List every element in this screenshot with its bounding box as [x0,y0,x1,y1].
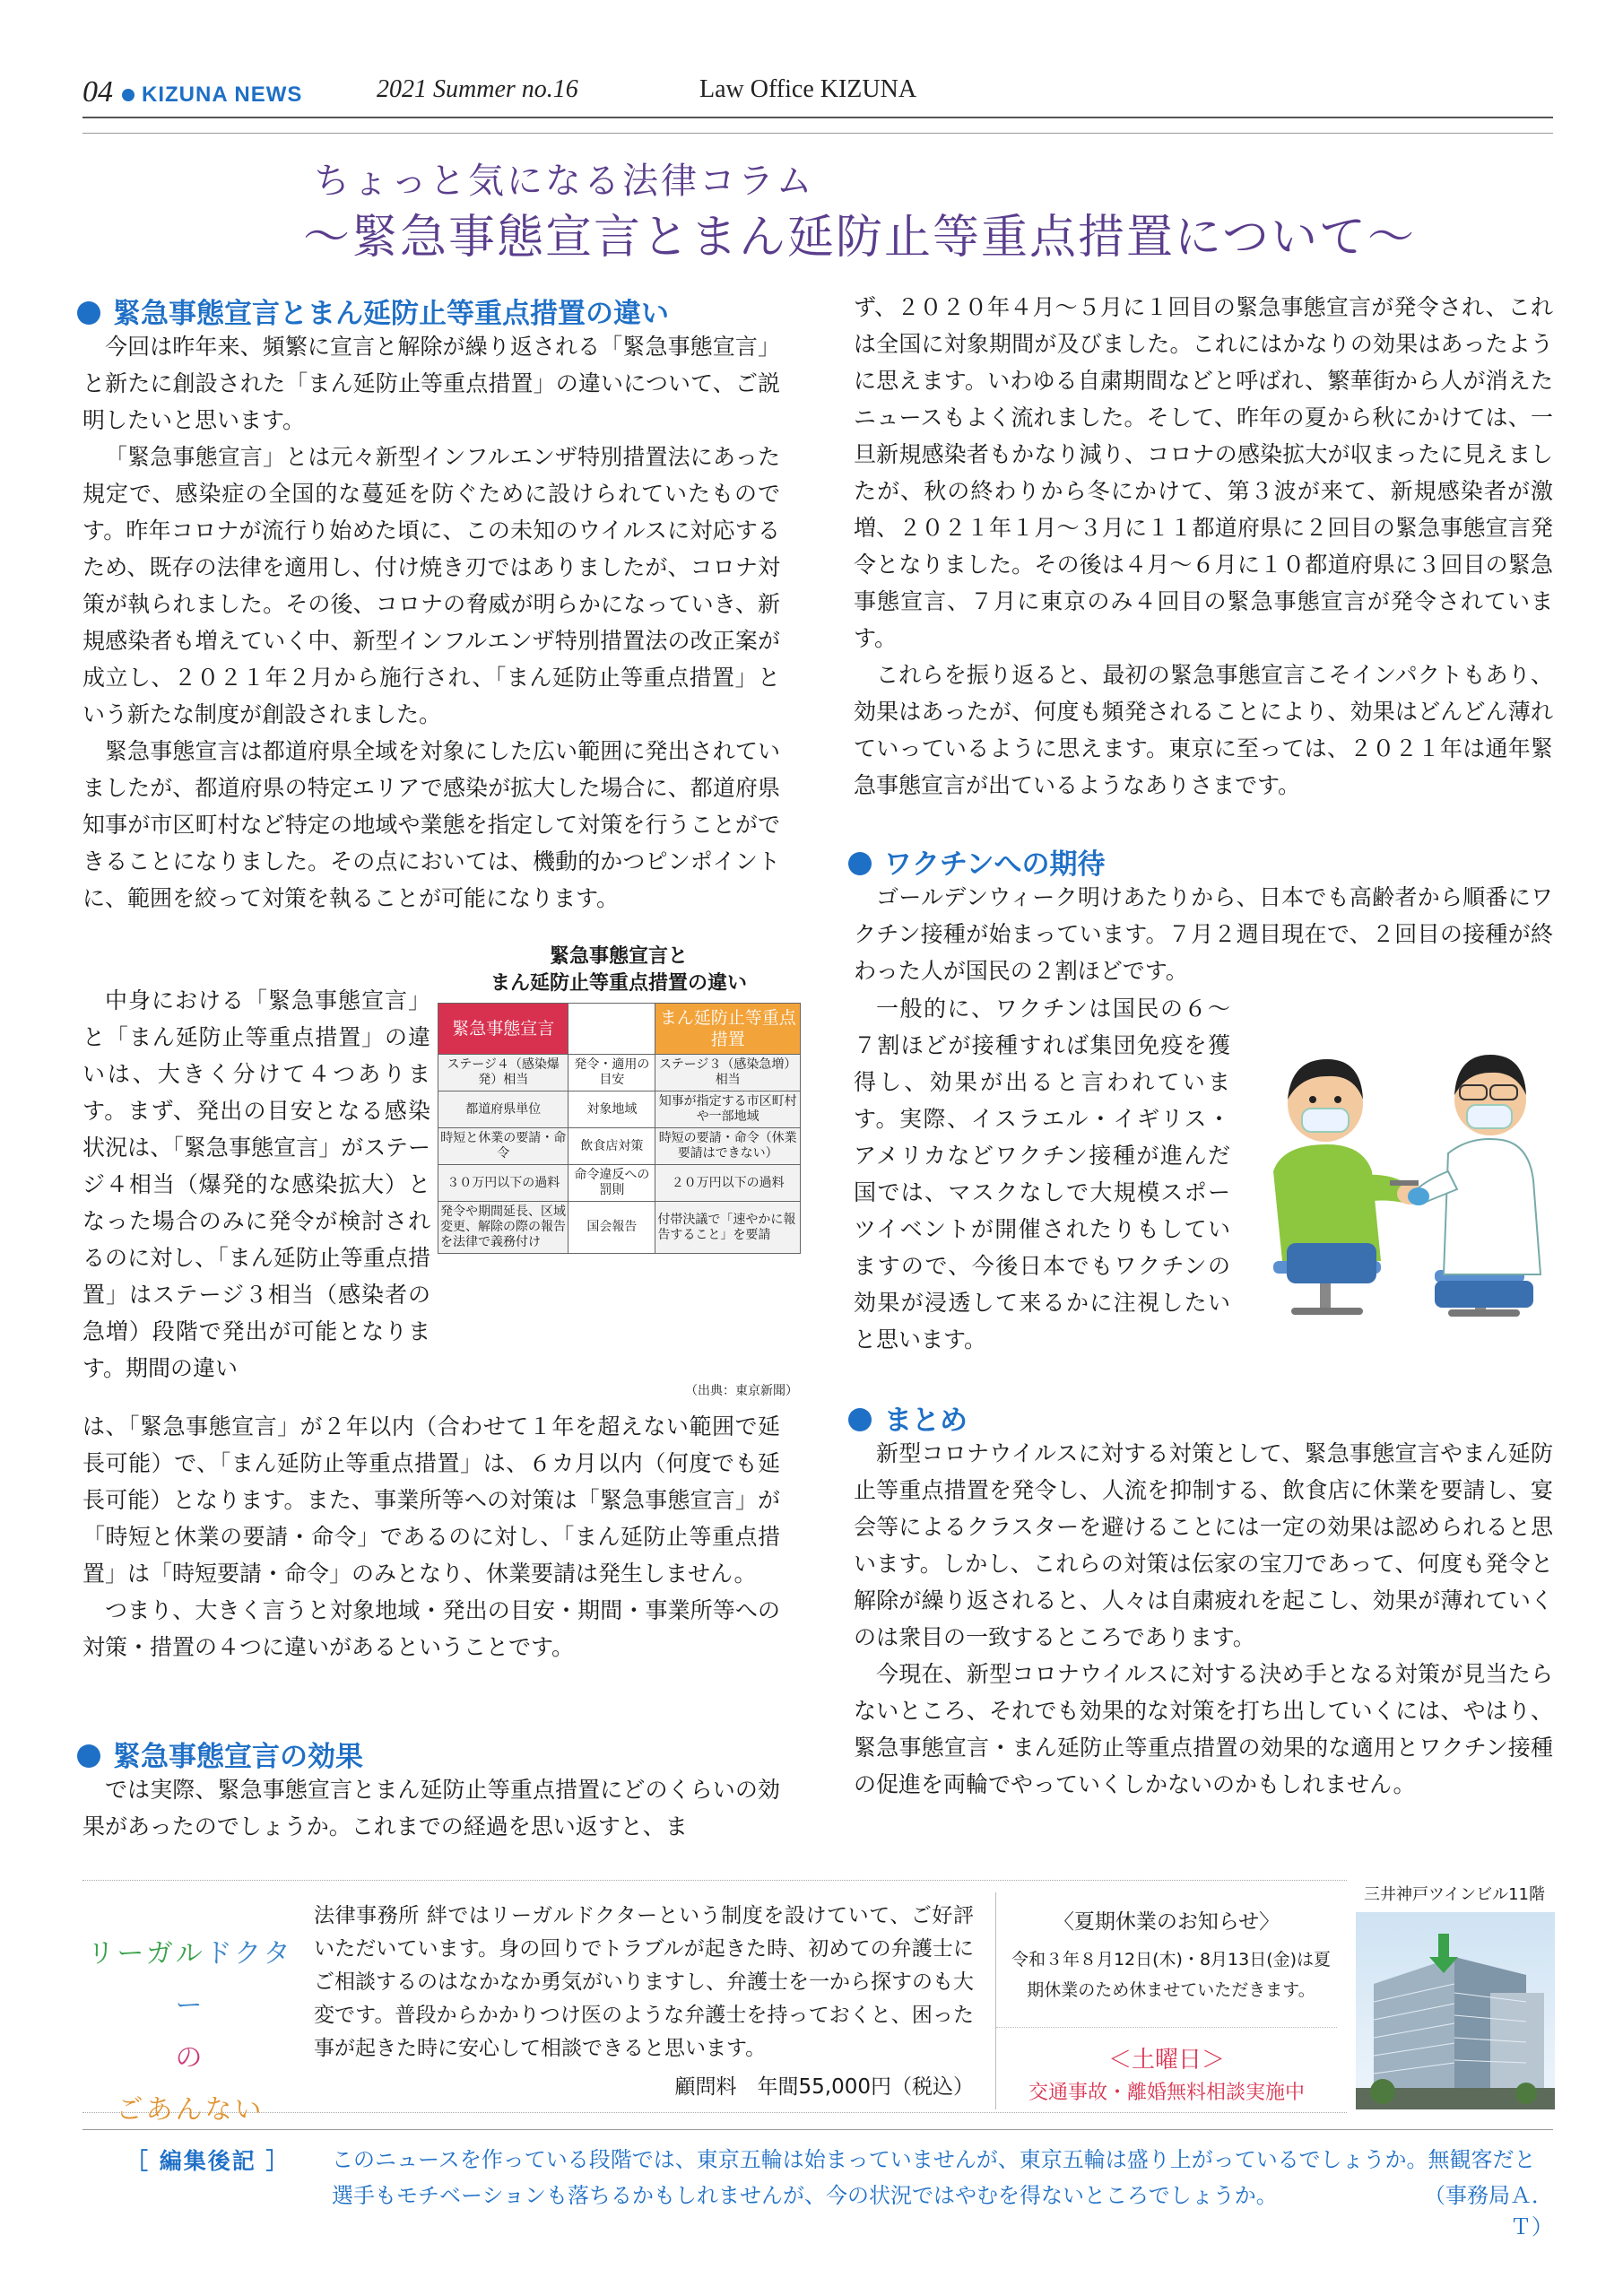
editor-signature: （事務局Ａ．Ｔ） [1424,2183,1553,2239]
saturday-label: ＜土曜日＞ [1107,2047,1225,2074]
paragraph: 今回は昨年来、頻繁に宣言と解除が繰り返される「緊急事態宣言」と新たに創設された「まん延防止等重点措置」の違いについて、ご説明したいと思います。 [82,334,780,433]
paragraph: 「緊急事態宣言」とは元々新型インフルエンザ特別措置法にあった規定で、感染症の全国的な蔓延を防ぐために設けられていたものです。昨年コロナが流行り始めた頃に、この未知のウイルスに対応するため、既存の法律を適用し、付け焼き刃ではありましたが、コロナ対策が執られました。その後、コロナの脅威が明らかになっていき、新規感染者も増えていく中、新型インフルエンザ特別措置法の改正案が成立し、２０２１年２月から施行され、「まん延防止等重点措置」という新たな制度が創設されました。 [82,444,780,727]
diff-body-bottom [82,1408,780,1665]
notice-box [995,1892,1337,2109]
table-source: （出典：東京新聞） [685,1384,798,1398]
effect-body-continued [854,289,1553,804]
section-heading-effect: 緊急事態宣言の効果 [77,1734,363,1774]
vaccine-body-1 [854,879,1553,989]
bullet-icon [77,1744,100,1768]
bullet-icon [848,852,872,875]
bullet-dot-icon [122,89,135,101]
newsletter-name: KIZUNA NEWS [142,83,303,107]
header-rule-2 [82,133,1553,134]
paragraph: これらを振り返ると、最初の緊急事態宣言こそインパクトもあり、効果はあったが、何度も頻発されることにより、効果はどんどん薄れていっているように思えます。東京に至っては、２０２１年は通年緊急事態宣言が出ているようなありさまです。 [854,662,1553,798]
comparison-table [438,1003,801,1254]
table-header-priority: まん延防止等重点措置 [655,1004,801,1055]
bullet-icon [848,1408,872,1431]
column-subtitle: ちょっと気になる法律コラム [314,161,815,202]
column-title: 〜緊急事態宣言とまん延防止等重点措置について〜 [303,211,1416,265]
diff-body-top [82,328,780,917]
page-header [82,75,302,109]
saturday-service: 交通事故・離婚無料相談実施中 [1028,2082,1305,2104]
editor-text: このニュースを作っている段階では、東京五輪は始まっていませんが、東京五輪は盛り上がっているでしょうか。無観客だと選手もモチベーションも落ちるかもしれませんが、今の状況ではやむを得ないところでしょうか。 [332,2147,1536,2208]
legal-doctor-heading: リーガルドクター の ごあんない [87,1938,293,2126]
paragraph: ゴールデンウィーク明けあたりから、日本でも高齢者から順番にワクチン接種が始まっています。７月２週目現在で、２回目の接種が終わった人が国民の２割ほどです。 [854,884,1553,984]
paragraph: 新型コロナウイルスに対する対策として、緊急事態宣言やまん延防止等重点措置を発令し、人流を抑制する、飲食店に休業を要請し、宴会等によるクラスターを避けることには一定の効果は認められると思います。しかし、これらの対策は伝家の宝刀であって、何度も発令と解除が繰り返されると、人々は自粛疲れを起こし、効果が薄れていくのは衆目の一致するところであります。 [854,1440,1553,1650]
section-heading-diff: 緊急事態宣言とまん延防止等重点措置の違い [77,291,669,331]
page-number: 04 [82,75,113,109]
paragraph: 今現在、新型コロナウイルスに対する決め手となる対策が見当たらないところ、それでも効果的な対策を打ち出していくには、やはり、緊急事態宣言・まん延防止等重点措置の効果的な適用とワクチン接種の促進を両輪でやっていくしかないのかもしれません。 [854,1661,1553,1797]
editor-heading: ［ 編集後記 ］ [126,2148,291,2174]
table-row: 時短と休業の要請・命令 飲食店対策 時短の要請・命令（休業要請はできない） [438,1128,801,1165]
summary-body [854,1435,1553,1803]
notice-title: 〈夏期休業のお知らせ〉 [1053,1910,1280,1934]
notice-divider [996,2027,1337,2029]
section-heading-summary: まとめ [848,1397,968,1438]
vaccination-illustration [1255,1019,1560,1324]
table-row: ３０万円以下の過料 命令違反への罰則 ２０万円以下の過料 [438,1165,801,1202]
paragraph: では実際、緊急事態宣言とまん延防止等重点措置にどのくらいの効果があったのでしょうか。これまでの経過を思い返すと、ま [82,1777,780,1839]
effect-body [82,1771,780,1845]
vaccine-body-2 [854,990,1230,1358]
paragraph: 中身における「緊急事態宣言」と「まん延防止等重点措置」の違いは、大きく分けて４つあります。まず、発出の目安となる感染状況は、「緊急事態宣言」がステージ４相当（爆発的な感染拡大）となった場合のみに発令が検討されるのに対し、「まん延防止等重点措置」はステージ３相当（感染者の急増）段階で発出が可能となります。期間の違い [82,987,430,1381]
legal-doctor-text: 法律事務所 絆ではリーガルドクターという制度を設けていて、ご好評いただいています。身の回りでトラブルが起きた時、初めての弁護士にご相談するのはなかなか勇気がいりますし、弁護士を一から探すのも大変です。普段からかかりつけ医のような弁護士を持っておくと、困った事が起きた時に安心して相談できると思います。 [314,1904,974,2060]
bullet-icon [77,301,100,325]
table-row: 発令や期間延長、区域変更、解除の際の報告を法律で義務付け 国会報告 付帯決議で「速やかに報告すること」を要請 [438,1202,801,1254]
paragraph: 一般的に、ワクチンは国民の６〜７割ほどが接種すれば集団免疫を獲得し、効果が出ると言われています。実際、イスラエル・イギリス・アメリカなどワクチン接種が進んだ国では、マスクなしで大規模スポーツイベントが開催されたりもしていますので、今後日本でもワクチンの効果が浸透して来るかに注視したいと思います。 [854,996,1230,1352]
table-title: 緊急事態宣言と まん延防止等重点措置の違い [490,945,747,995]
table-row: ステージ４（感染爆発）相当 発令・適用の目安 ステージ３（感染急増）相当 [438,1055,801,1091]
notice-body: 令和３年８月12日(木)・8月13日(金)は夏期休業のため休ませていただきます。 [1011,1950,1332,2000]
diff-body-narrow [82,982,430,1387]
editor-rule [82,2129,1553,2130]
building-photo [1356,1912,1555,2109]
paragraph: ず、２０２０年４月〜５月に１回目の緊急事態宣言が発令され、これは全国に対象期間が及びました。これにはかなりの効果はあったように思えます。いわゆる自粛期間などと呼ばれ、繁華街から人が消えたニュースもよく流れました。そして、昨年の夏から秋にかけては、一旦新規感染者もかなり減り、コロナの感染拡大が収まったに見えましたが、秋の終わりから冬にかけて、第３波が来て、新規感染者が激増、２０２１年１月〜３月に１１都道府県に２回目の緊急事態宣言発令となりました。その後は４月〜６月に１０都道府県に３回目の緊急事態宣言、７月に東京のみ４回目の緊急事態宣言が発令されています。 [854,294,1553,651]
section-heading-vaccine: ワクチンへの期待 [848,841,1105,882]
office-name: Law Office KIZUNA [699,75,917,103]
header-rule [82,117,1553,118]
paragraph: つまり、大きく言うと対象地域・発出の目安・期間・事業所等への対策・措置の４つに違いがあるということです。 [82,1597,780,1660]
paragraph: は、「緊急事態宣言」が２年以内（合わせて１年を超えない範囲で延長可能）で、「まん延防止等重点措置」は、６カ月以内（何度でも延長可能）となります。また、事業所等への対策は「緊急事態宣言」が「時短と休業の要請・命令」であるのに対し、「まん延防止等重点措置」は「時短要請・命令」のみとなり、休業要請は発生しません。 [82,1413,780,1587]
paragraph: 緊急事態宣言は都道府県全域を対象にした広い範囲に発出されていましたが、都道府県の特定エリアで感染が拡大した場合に、都道府県知事が市区町村など特定の地域や業態を指定して対策を行うことができることになりました。その点においては、機動的かつピンポイントに、範囲を絞って対策を執ることが可能になります。 [82,738,780,911]
legal-doctor-fee: 顧問料 年間55,000円（税込） [674,2075,974,2099]
table-header-emergency: 緊急事態宣言 [438,1004,568,1055]
table-row: 都道府県単位 対象地域 知事が指定する市区町村や一部地域 [438,1091,801,1128]
building-caption: 三井神戸ツインビル11階 [1363,1885,1545,1904]
issue-label: 2021 Summer no.16 [377,75,578,103]
